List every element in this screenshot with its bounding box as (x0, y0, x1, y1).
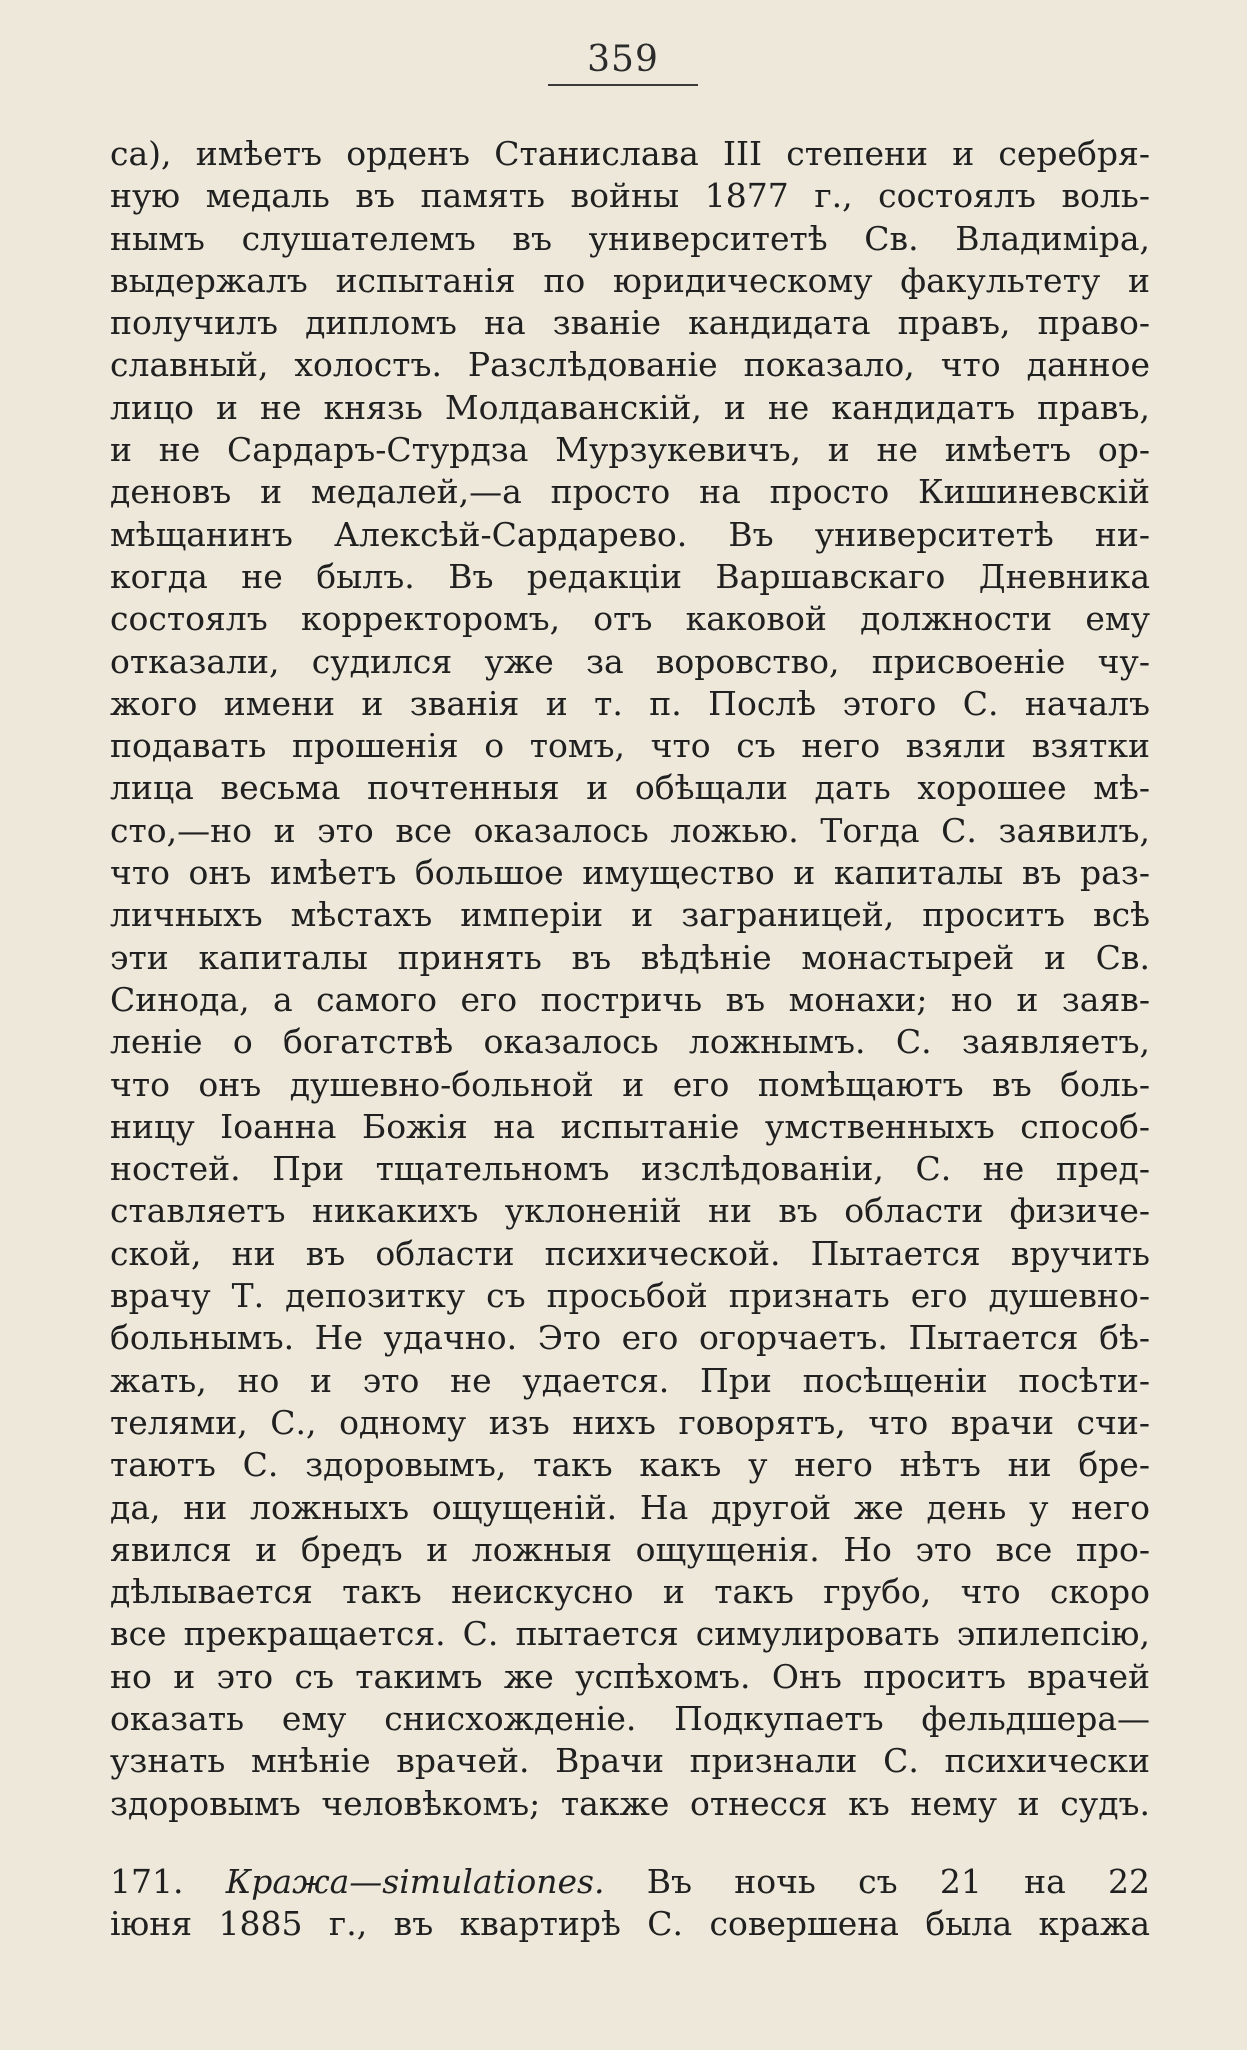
text-line: жать, но и это не удается. При посѣщеніи посѣти- (110, 1360, 1150, 1400)
text-line: явился и бредъ и ложныя ощущенія. Но это все про- (110, 1529, 1150, 1569)
text-line: іюня 1885 г., въ квартирѣ С. совершена была кража (110, 1904, 1150, 1944)
text-line: узнать мнѣніе врачей. Врачи признали С. психически (110, 1741, 1150, 1781)
body-text (110, 133, 1150, 1945)
text-line: оказать ему снисхожденіе. Подкупаетъ фельдшера— (110, 1698, 1150, 1738)
text-line: таютъ С. здоровымъ, такъ какъ у него нѣтъ ни бре- (110, 1445, 1150, 1485)
section-line-rest: Въ ночь съ 21 на 22 (646, 1861, 1150, 1901)
text-line: телями, С., одному изъ нихъ говорятъ, что врачи счи- (110, 1402, 1150, 1442)
text-line: ностей. При тщательномъ изслѣдованіи, С. не пред- (110, 1149, 1150, 1189)
text-line: и не Сардаръ-Стурдза Мурзукевичъ, и не имѣетъ ор- (110, 430, 1150, 470)
text-line: леніе о богатствѣ оказалось ложнымъ. С. заявляетъ, (110, 1022, 1150, 1062)
text-line: сто,—но и это все оказалось ложью. Тогда С. заявилъ, (110, 810, 1150, 850)
text-line: ную медаль въ память войны 1877 г., состоялъ воль- (110, 176, 1150, 216)
text-line: состоялъ корректоромъ, отъ каковой должности ему (110, 599, 1150, 639)
section-title: Кража—simulationes. (225, 1861, 605, 1901)
text-line: когда не былъ. Въ редакціи Варшавскаго Дневника (110, 556, 1150, 596)
text-line: получилъ дипломъ на званіе кандидата правъ, право- (110, 303, 1150, 343)
text-line: личныхъ мѣстахъ имперіи и заграницей, проситъ всѣ (110, 895, 1150, 935)
text-line: деновъ и медалей,—а просто на просто Кишиневскій (110, 472, 1150, 512)
text-line: больнымъ. Не удачно. Это его огорчаетъ. Пытается бѣ- (110, 1318, 1150, 1358)
text-line: са), имѣетъ орденъ Станислава III степени и серебря- (110, 134, 1150, 173)
section-heading-line (110, 1861, 1150, 1903)
text-line: ницу Іоанна Божія на испытаніе умственныхъ способ- (110, 1106, 1150, 1146)
text-line: ставляетъ никакихъ уклоненій ни въ области физиче- (110, 1191, 1150, 1231)
text-line: жого имени и званія и т. п. Послѣ этого С. началъ (110, 683, 1150, 723)
text-line: лицо и не князь Молдаванскій, и не кандидатъ правъ, (110, 387, 1150, 427)
text-line: лица весьма почтенныя и обѣщали дать хорошее мѣ- (110, 768, 1150, 808)
text-line: подавать прошенія о томъ, что съ него взяли взятки (110, 726, 1150, 766)
page-number: 359 (587, 39, 659, 80)
text-line: мѣщанинъ Алексѣй-Сардарево. Въ университетѣ ни- (110, 514, 1150, 554)
text-line: дѣлывается такъ неискусно и такъ грубо, что скоро (110, 1572, 1150, 1612)
text-line: нымъ слушателемъ въ университетѣ Св. Владиміра, (110, 218, 1150, 258)
text-line: но и это съ такимъ же успѣхомъ. Онъ проситъ врачей (110, 1656, 1150, 1696)
text-line: ской, ни въ области психической. Пытается вручить (110, 1233, 1150, 1273)
page-header (548, 40, 698, 86)
text-line: да, ни ложныхъ ощущеній. На другой же день у него (110, 1487, 1150, 1527)
text-line: отказали, судился уже за воровство, присвоеніе чу- (110, 641, 1150, 681)
text-line: славный, холостъ. Разслѣдованіе показало, что данное (110, 345, 1150, 385)
text-line: здоровымъ человѣкомъ; также отнесся къ нему и судъ. (110, 1783, 1150, 1823)
text-line: выдержалъ испытанія по юридическому факультету и (110, 260, 1150, 300)
section-number: 171. (110, 1861, 184, 1901)
text-line: что онъ душевно-больной и его помѣщаютъ въ боль- (110, 1064, 1150, 1104)
text-line: все прекращается. С. пытается симулировать эпилепсію, (110, 1614, 1150, 1654)
text-line: что онъ имѣетъ большое имущество и капиталы въ раз- (110, 853, 1150, 893)
text-line: Синода, а самого его постричь въ монахи; но и заяв- (110, 979, 1150, 1019)
paragraph-2 (110, 1861, 1150, 1946)
paragraph-spacer (110, 1825, 1150, 1861)
text-line: врачу Т. депозитку съ просьбой признать его душевно- (110, 1276, 1150, 1316)
page-number-underline (548, 84, 698, 86)
text-line: эти капиталы принять въ вѣдѣніе монастырей и Св. (110, 937, 1150, 977)
paragraph-1 (110, 133, 1150, 1825)
